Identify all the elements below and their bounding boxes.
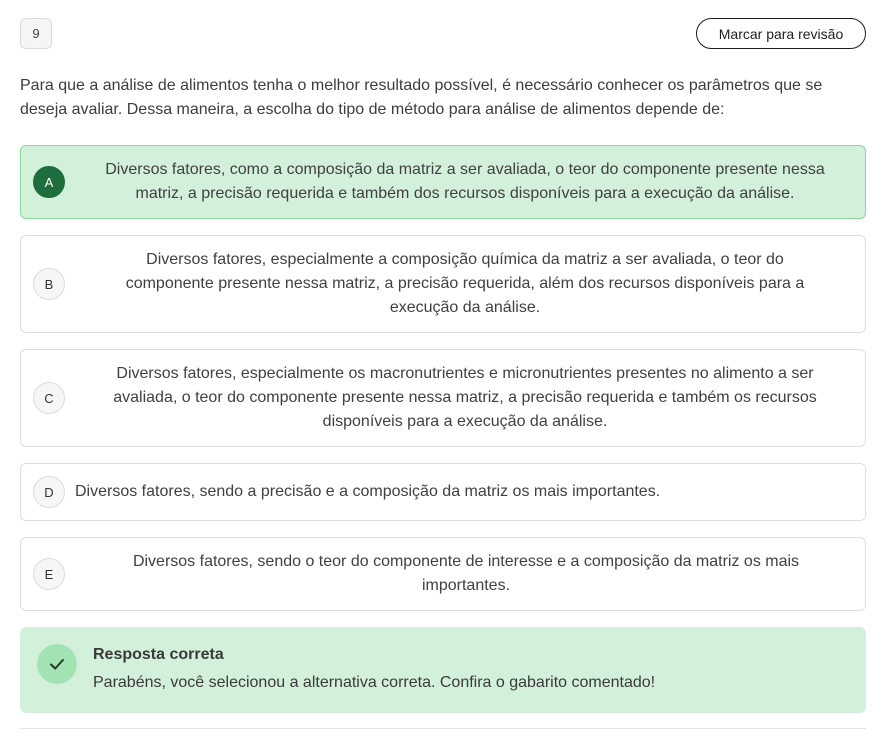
question-text: Para que a análise de alimentos tenha o melhor resultado possível, é necessário conhecer os parâmetros que se deseja avaliar. Dessa maneira, a escolha do tipo de método para análise de alimentos depende de: [20, 77, 823, 118]
check-icon [37, 644, 77, 684]
option-d[interactable] [20, 463, 866, 521]
option-text: Diversos fatores, especialmente os macronutrientes e micronutrientes presentes no alimento a ser avaliada, o teor do componente presente nessa matriz, a precisão requerida e também os recursos disponíveis para a execução da análise. [113, 365, 817, 430]
option-letter: A [33, 166, 65, 198]
option-c[interactable] [20, 349, 866, 447]
option-a[interactable] [20, 145, 866, 219]
divider [20, 728, 866, 729]
option-letter: B [33, 268, 65, 300]
feedback-panel [20, 627, 866, 713]
option-e[interactable] [20, 537, 866, 611]
option-text: Diversos fatores, como a composição da matriz a ser avaliada, o teor do componente presente nessa matriz, a precisão requerida e também dos recursos disponíveis para a execução da análise. [105, 161, 825, 202]
option-text: Diversos fatores, sendo a precisão e a composição da matriz os mais importantes. [75, 483, 661, 500]
feedback-title: Resposta correta [93, 646, 224, 663]
option-letter: E [33, 558, 65, 590]
option-letter: D [33, 476, 65, 508]
option-text: Diversos fatores, especialmente a composição química da matriz a ser avaliada, o teor do componente presente nessa matriz, a precisão requerida, além dos recursos disponíveis para a execução da análise. [125, 251, 805, 316]
option-letter: C [33, 382, 65, 414]
mark-for-review-button[interactable]: Marcar para revisão [696, 18, 866, 49]
option-b[interactable] [20, 235, 866, 333]
question-number: 9 [20, 18, 52, 49]
feedback-message: Parabéns, você selecionou a alternativa correta. Confira o gabarito comentado! [93, 674, 656, 691]
option-text: Diversos fatores, sendo o teor do componente de interesse e a composição da matriz os mais importantes. [132, 553, 800, 594]
